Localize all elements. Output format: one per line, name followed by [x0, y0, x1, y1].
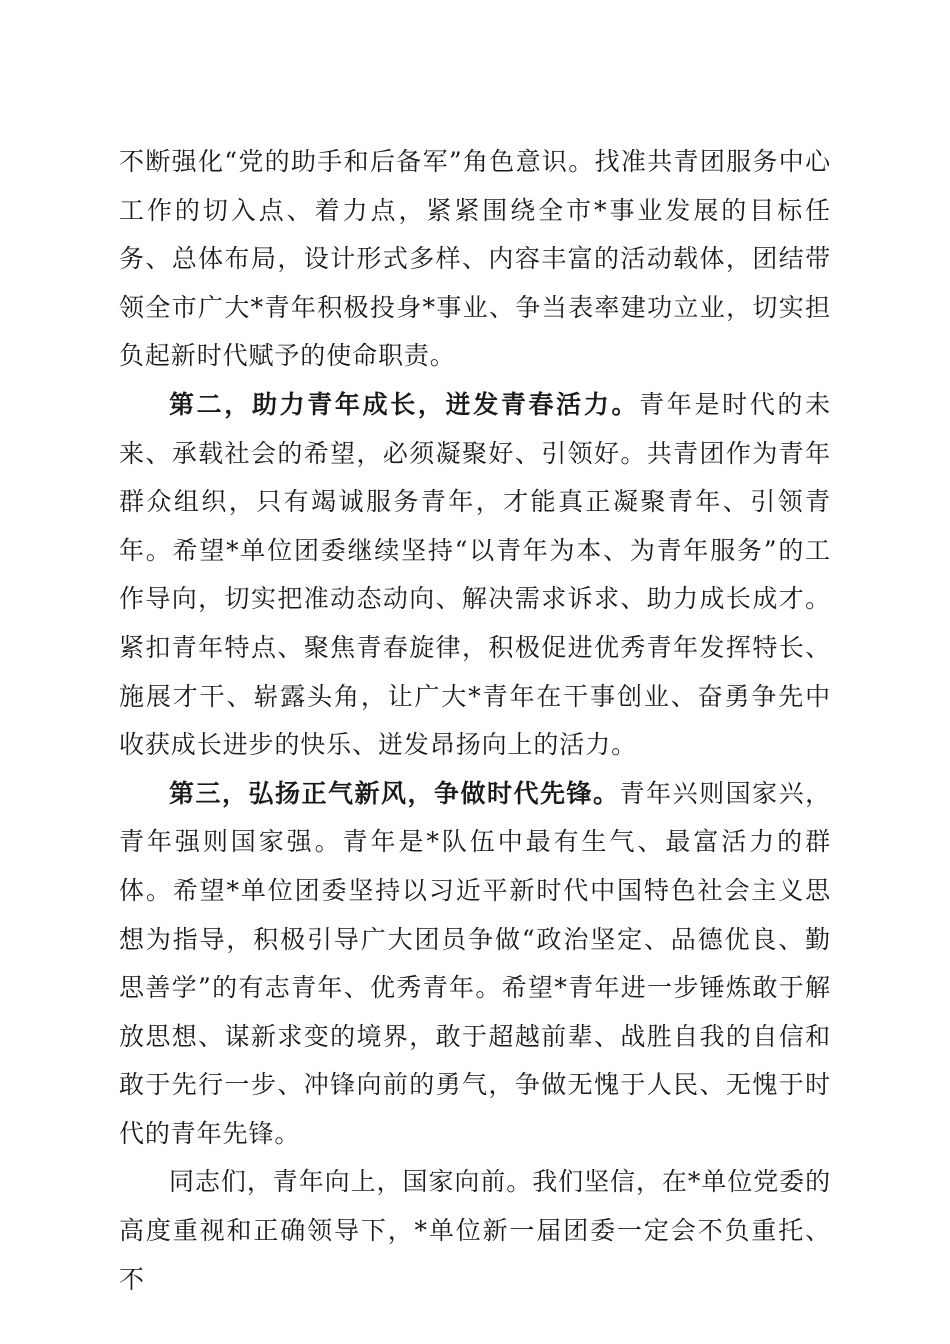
document-body	[119, 138, 831, 1304]
paragraph-heading: 第二，助力青年成长，迸发青春活力。	[169, 389, 640, 419]
paragraph-text: 不断强化“党的助手和后备军”角色意识。找准共青团服务中心工作的切入点、着力点，紧紧围绕全市*事业发展的目标任务、总体布局，设计形式多样、内容丰富的活动载体，团结带领全市广大*青年积极投身*事业、争当表率建功立业，切实担负起新时代赋予的使命职责。	[119, 147, 831, 371]
paragraph-heading: 第三，弘扬正气新风，争做时代先锋。	[169, 778, 620, 808]
paragraph-closing	[119, 1158, 831, 1304]
paragraph-continuation	[119, 138, 831, 381]
paragraph-third-point	[119, 770, 831, 1159]
paragraph-second-point	[119, 381, 831, 770]
paragraph-text: 同志们，青年向上，国家向前。我们坚信，在*单位党委的高度重视和正确领导下，*单位新一届团委一定会不负重托、不	[119, 1167, 831, 1294]
paragraph-text: 青年是时代的未来、承载社会的希望，必须凝聚好、引领好。共青团作为青年群众组织，只有竭诚服务青年，才能真正凝聚青年、引领青年。希望*单位团委继续坚持“以青年为本、为青年服务”的工作导向，切实把准动态动向、解决需求诉求、助力成长成才。紧扣青年特点、聚焦青春旋律，积极促进优秀青年发挥特长、施展才干、崭露头角，让广大*青年在干事创业、奋勇争先中收获成长进步的快乐、迸发昂扬向上的活力。	[119, 389, 831, 760]
paragraph-text: 青年兴则国家兴，青年强则国家强。青年是*队伍中最有生气、最富活力的群体。希望*单位团委坚持以习近平新时代中国特色社会主义思想为指导，积极引导广大团员争做“政治坚定、品德优良、勤思善学”的有志青年、优秀青年。希望*青年进一步锤炼敢于解放思想、谋新求变的境界，敢于超越前辈、战胜自我的自信和敢于先行一步、冲锋向前的勇气，争做无愧于人民、无愧于时代的青年先锋。	[119, 778, 831, 1148]
